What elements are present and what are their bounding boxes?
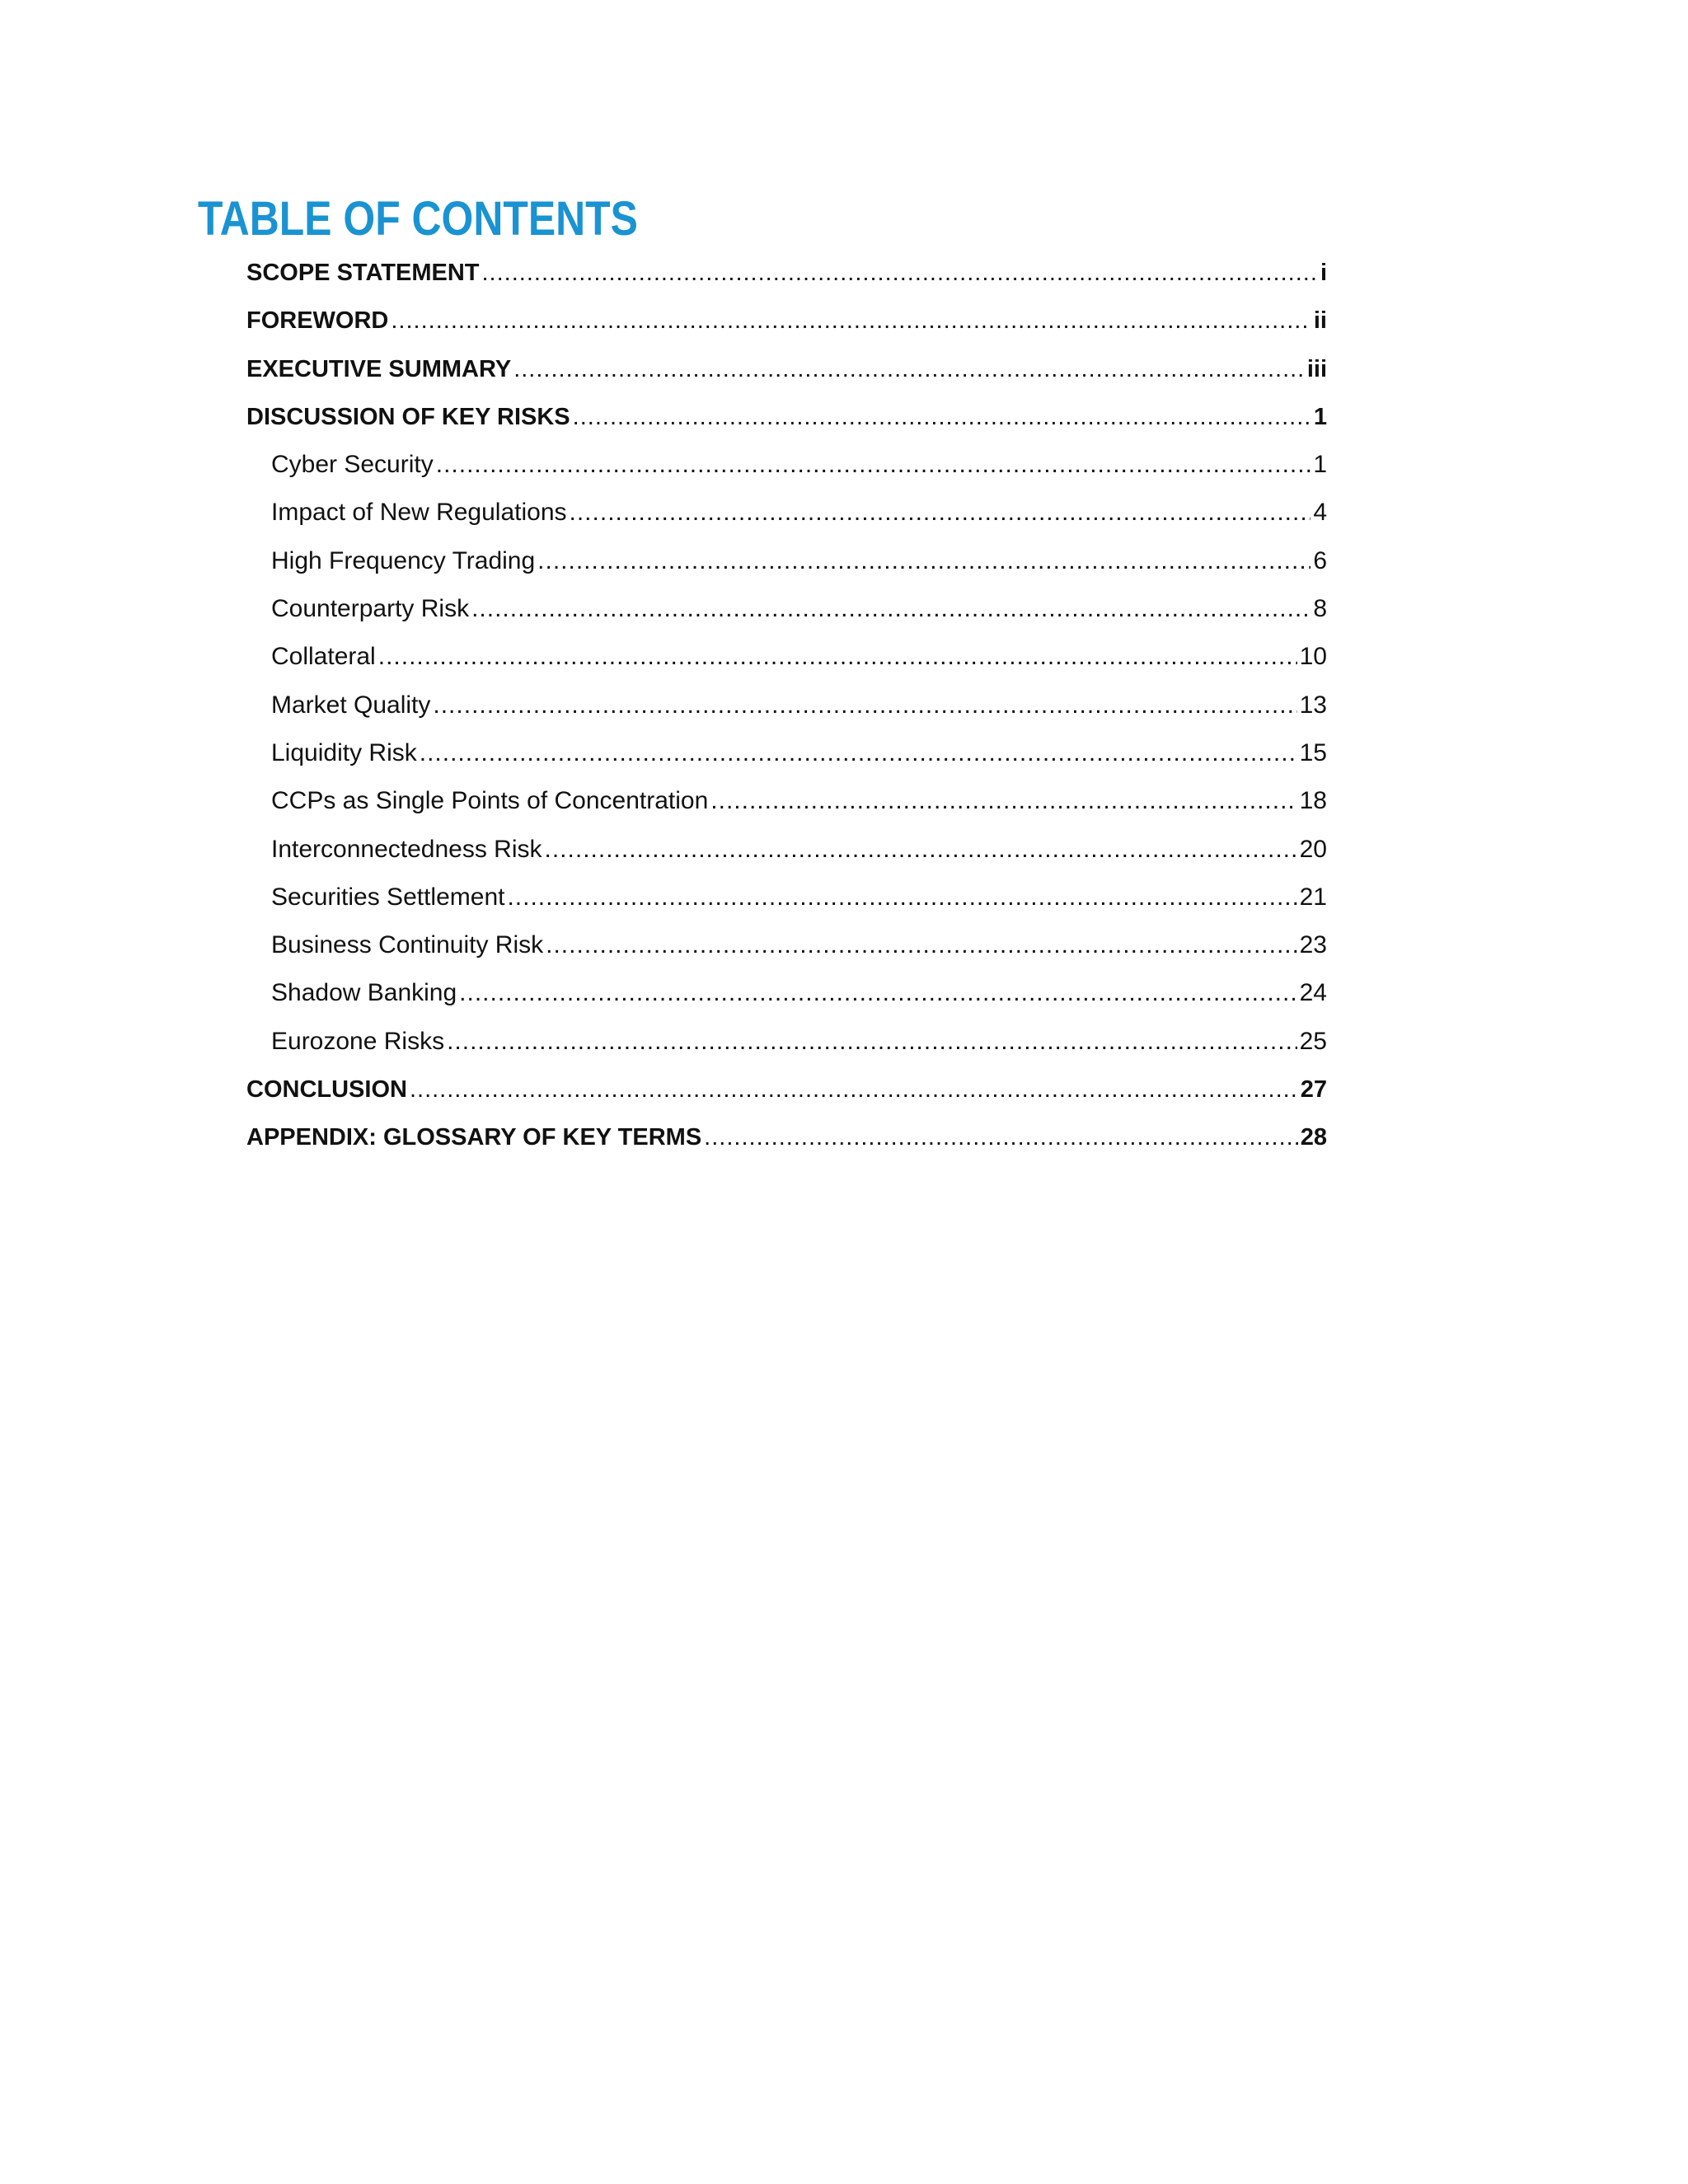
- toc-entry-label: Business Continuity Risk: [271, 931, 544, 959]
- toc-entry-label: Liquidity Risk: [271, 738, 417, 766]
- toc-page-number: 18: [1299, 787, 1327, 815]
- toc-dot-leader: [546, 921, 1296, 969]
- toc-entry-label: DISCUSSION OF KEY RISKS: [246, 403, 570, 430]
- toc-entry-label: APPENDIX: GLOSSARY OF KEY TERMS: [246, 1124, 702, 1151]
- toc-page-number: 6: [1313, 546, 1327, 574]
- toc-dot-leader: [513, 345, 1305, 393]
- toc-dot-leader: [573, 393, 1311, 441]
- toc-entry-eurozone-risks[interactable]: [246, 1018, 1327, 1066]
- toc-entry-interconnectedness-risk[interactable]: [246, 826, 1327, 874]
- toc-entry-label: FOREWORD: [246, 307, 389, 335]
- toc-entry-label: Eurozone Risks: [271, 1027, 445, 1055]
- toc-entry-business-continuity-risk[interactable]: [246, 921, 1327, 969]
- toc-page-number: ii: [1313, 307, 1327, 335]
- toc-entry-label: CONCLUSION: [246, 1076, 407, 1104]
- toc-entry-label: Interconnectedness Risk: [271, 835, 542, 863]
- toc-entry-label: Securities Settlement: [271, 883, 505, 911]
- toc-dot-leader: [433, 682, 1296, 729]
- toc-title: TABLE OF CONTENTS: [198, 192, 638, 246]
- toc-entry-label: Counterparty Risk: [271, 595, 470, 623]
- toc-page-number: 21: [1299, 883, 1327, 911]
- toc-dot-leader: [459, 969, 1296, 1017]
- toc-page-number: 1: [1313, 403, 1327, 430]
- toc-dot-leader: [545, 826, 1297, 874]
- toc-dot-leader: [507, 874, 1296, 921]
- toc-entry-counterparty-risk[interactable]: [246, 585, 1327, 633]
- toc-dot-leader: [482, 249, 1318, 297]
- toc-page-number: 8: [1313, 595, 1327, 623]
- toc-entry-appendix-glossary-of-key-terms[interactable]: [246, 1113, 1327, 1161]
- toc-entry-label: Shadow Banking: [271, 979, 457, 1007]
- toc-entry-label: CCPs as Single Points of Concentration: [271, 787, 709, 815]
- toc-dot-leader: [710, 777, 1296, 825]
- toc-entry-ccps-as-single-points-of-concentration[interactable]: [246, 777, 1327, 825]
- toc-entry-foreword[interactable]: [246, 297, 1327, 344]
- toc-page-number: 10: [1299, 643, 1327, 671]
- toc-dot-leader: [378, 633, 1297, 681]
- toc-page-number: 23: [1299, 931, 1327, 959]
- toc-entry-cyber-security[interactable]: [246, 441, 1327, 489]
- toc-entry-liquidity-risk[interactable]: [246, 729, 1327, 777]
- toc-entry-scope-statement[interactable]: [246, 249, 1327, 297]
- toc-dot-leader: [471, 585, 1311, 633]
- toc-entry-executive-summary[interactable]: [246, 345, 1327, 393]
- toc-entry-label: SCOPE STATEMENT: [246, 260, 480, 286]
- toc-dot-leader: [391, 297, 1311, 344]
- toc-entry-collateral[interactable]: [246, 633, 1327, 681]
- toc-dot-leader: [420, 729, 1297, 777]
- toc-page-number: 28: [1300, 1124, 1327, 1151]
- toc-dot-leader: [447, 1018, 1297, 1066]
- toc-page-number: 4: [1313, 499, 1327, 527]
- toc-page-number: iii: [1306, 355, 1327, 382]
- toc-entry-label: Cyber Security: [271, 451, 434, 479]
- toc-page-number: 13: [1299, 691, 1327, 719]
- toc-entry-label: Market Quality: [271, 691, 431, 719]
- toc-dot-leader: [537, 537, 1311, 585]
- toc-page-number: 1: [1313, 451, 1327, 479]
- toc-entry-securities-settlement[interactable]: [246, 874, 1327, 921]
- toc-dot-leader: [570, 489, 1311, 537]
- toc-entry-label: Impact of New Regulations: [271, 499, 567, 527]
- toc-page-number: 24: [1299, 979, 1327, 1007]
- toc-entry-conclusion[interactable]: [246, 1066, 1327, 1113]
- toc-entry-market-quality[interactable]: [246, 682, 1327, 729]
- toc-page-number: i: [1320, 260, 1327, 286]
- toc-dot-leader: [436, 441, 1311, 489]
- toc-dot-leader: [704, 1113, 1298, 1161]
- toc-entry-label: Collateral: [271, 643, 376, 671]
- toc-entry-shadow-banking[interactable]: [246, 969, 1327, 1017]
- toc-entry-high-frequency-trading[interactable]: [246, 537, 1327, 585]
- toc-entry-label: EXECUTIVE SUMMARY: [246, 355, 512, 382]
- toc-page-number: 20: [1299, 835, 1327, 863]
- toc-entry-impact-of-new-regulations[interactable]: [246, 489, 1327, 537]
- toc-dot-leader: [410, 1066, 1298, 1113]
- toc-page-number: 15: [1299, 738, 1327, 766]
- toc-entry-label: High Frequency Trading: [271, 546, 536, 574]
- toc-entry-discussion-of-key-risks[interactable]: [246, 393, 1327, 441]
- toc-page-number: 25: [1299, 1027, 1327, 1055]
- toc-list: [246, 249, 1327, 1162]
- toc-page-number: 27: [1300, 1076, 1327, 1104]
